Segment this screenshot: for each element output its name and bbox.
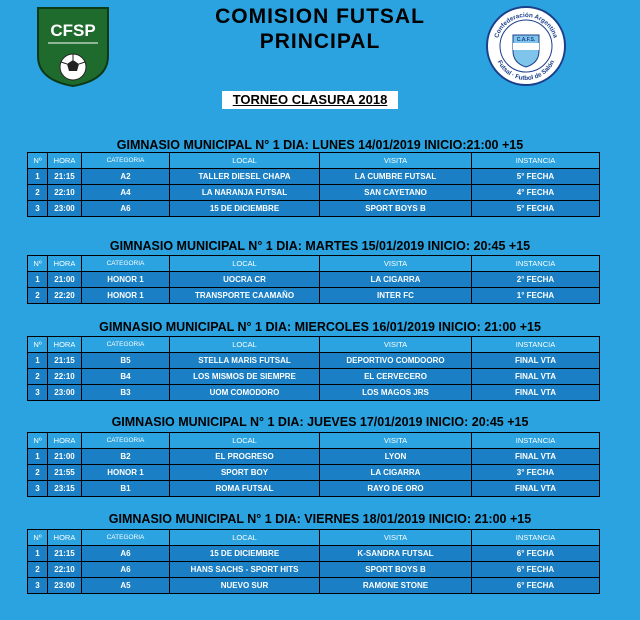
category-cell: B4: [82, 369, 170, 385]
category-cell: B1: [82, 481, 170, 497]
row-number-cell: 1: [28, 546, 48, 562]
visiting-team-cell: LA CIGARRA: [320, 272, 472, 288]
column-header-hour: HORA: [48, 530, 82, 546]
local-team-cell: STELLA MARIS FUTSAL: [170, 353, 320, 369]
column-header-local-team: LOCAL: [170, 530, 320, 546]
visiting-team-cell: SAN CAYETANO: [320, 185, 472, 201]
cafs-logo-center: C.A.F.S.: [516, 37, 536, 43]
category-cell: A6: [82, 201, 170, 217]
section-title: GIMNASIO MUNICIPAL N° 1 DIA: LUNES 14/01/2019 INICIO:21:00 +15: [116, 138, 524, 152]
column-header-row-number: Nº: [28, 256, 48, 272]
hour-cell: 23:00: [48, 385, 82, 401]
hour-cell: 22:10: [48, 369, 82, 385]
visiting-team-cell: LA CUMBRE FUTSAL: [320, 169, 472, 185]
row-number-cell: 2: [28, 185, 48, 201]
visiting-team-cell: K-SANDRA FUTSAL: [320, 546, 472, 562]
local-team-cell: ROMA FUTSAL: [170, 481, 320, 497]
column-header-category: CATEGORIA: [82, 433, 170, 449]
page-title: [150, 4, 490, 54]
instance-cell: 6° FECHA: [472, 578, 600, 594]
row-number-cell: 1: [28, 169, 48, 185]
table-row: [28, 201, 600, 217]
section-title: GIMNASIO MUNICIPAL N° 1 DIA: MARTES 15/01/2019 INICIO: 20:45 +15: [109, 239, 531, 253]
hour-cell: 23:00: [48, 578, 82, 594]
local-team-cell: LOS MISMOS DE SIEMPRE: [170, 369, 320, 385]
title-line-2: PRINCIPAL: [259, 30, 381, 53]
table-row: [28, 169, 600, 185]
schedule-table: [27, 432, 600, 497]
visiting-team-cell: SPORT BOYS B: [320, 201, 472, 217]
column-header-visiting-team: VISITA: [320, 153, 472, 169]
instance-cell: 6° FECHA: [472, 562, 600, 578]
column-header-category: CATEGORIA: [82, 337, 170, 353]
column-header-visiting-team: VISITA: [320, 337, 472, 353]
visiting-team-cell: LYON: [320, 449, 472, 465]
column-header-instance: INSTANCIA: [472, 433, 600, 449]
row-number-cell: 3: [28, 481, 48, 497]
row-number-cell: 2: [28, 369, 48, 385]
category-cell: B2: [82, 449, 170, 465]
hour-cell: 22:20: [48, 288, 82, 304]
cfsp-logo-text: CFSP: [50, 21, 96, 40]
instance-cell: 5° FECHA: [472, 201, 600, 217]
tournament-subtitle-text: TORNEO CLASURA 2018: [232, 92, 388, 107]
table-row: [28, 546, 600, 562]
hour-cell: 21:15: [48, 169, 82, 185]
visiting-team-cell: LA CIGARRA: [320, 465, 472, 481]
title-line-1: COMISION FUTSAL: [215, 5, 425, 28]
hour-cell: 23:00: [48, 201, 82, 217]
schedule-table: [27, 529, 600, 594]
hour-cell: 23:15: [48, 481, 82, 497]
category-cell: HONOR 1: [82, 288, 170, 304]
hour-cell: 22:10: [48, 185, 82, 201]
hour-cell: 21:15: [48, 353, 82, 369]
instance-cell: 5° FECHA: [472, 169, 600, 185]
local-team-cell: 15 DE DICIEMBRE: [170, 201, 320, 217]
local-team-cell: NUEVO SUR: [170, 578, 320, 594]
category-cell: B3: [82, 385, 170, 401]
instance-cell: FINAL VTA: [472, 369, 600, 385]
category-cell: B5: [82, 353, 170, 369]
local-team-cell: TRANSPORTE CAAMAÑO: [170, 288, 320, 304]
table-header-row: [28, 433, 600, 449]
schedule-table: [27, 336, 600, 401]
column-header-hour: HORA: [48, 433, 82, 449]
instance-cell: 4° FECHA: [472, 185, 600, 201]
table-row: [28, 481, 600, 497]
column-header-visiting-team: VISITA: [320, 530, 472, 546]
section-title: GIMNASIO MUNICIPAL N° 1 DIA: MIERCOLES 16/01/2019 INICIO: 21:00 +15: [99, 320, 541, 334]
column-header-hour: HORA: [48, 337, 82, 353]
local-team-cell: TALLER DIESEL CHAPA: [170, 169, 320, 185]
category-cell: HONOR 1: [82, 272, 170, 288]
cfsp-logo-icon: [34, 6, 112, 88]
row-number-cell: 2: [28, 465, 48, 481]
instance-cell: FINAL VTA: [472, 449, 600, 465]
table-header-row: [28, 530, 600, 546]
local-team-cell: HANS SACHS - SPORT HITS: [170, 562, 320, 578]
schedule-table: [27, 255, 600, 304]
column-header-hour: HORA: [48, 153, 82, 169]
category-cell: A6: [82, 562, 170, 578]
category-cell: A2: [82, 169, 170, 185]
table-header-row: [28, 256, 600, 272]
column-header-local-team: LOCAL: [170, 256, 320, 272]
column-header-instance: INSTANCIA: [472, 530, 600, 546]
category-cell: A4: [82, 185, 170, 201]
local-team-cell: LA NARANJA FUTSAL: [170, 185, 320, 201]
local-team-cell: UOM COMODORO: [170, 385, 320, 401]
section-title: GIMNASIO MUNICIPAL N° 1 DIA: JUEVES 17/01/2019 INICIO: 20:45 +15: [111, 415, 529, 429]
cafs-logo-bottom-text: Futsal · Futbol de Salón: [495, 59, 557, 83]
table-row: [28, 369, 600, 385]
column-header-category: CATEGORIA: [82, 153, 170, 169]
table-row: [28, 449, 600, 465]
local-team-cell: EL PROGRESO: [170, 449, 320, 465]
column-header-row-number: Nº: [28, 433, 48, 449]
table-row: [28, 353, 600, 369]
visiting-team-cell: SPORT BOYS B: [320, 562, 472, 578]
instance-cell: 2° FECHA: [472, 272, 600, 288]
cafs-logo-top-text: Confederación Argentina: [493, 11, 559, 39]
instance-cell: 6° FECHA: [472, 546, 600, 562]
column-header-row-number: Nº: [28, 337, 48, 353]
table-row: [28, 385, 600, 401]
hour-cell: 21:55: [48, 465, 82, 481]
table-row: [28, 578, 600, 594]
visiting-team-cell: INTER FC: [320, 288, 472, 304]
instance-cell: FINAL VTA: [472, 353, 600, 369]
row-number-cell: 2: [28, 562, 48, 578]
row-number-cell: 1: [28, 353, 48, 369]
cafs-logo-icon: [485, 5, 567, 87]
column-header-local-team: LOCAL: [170, 337, 320, 353]
table-row: [28, 288, 600, 304]
column-header-category: CATEGORIA: [82, 256, 170, 272]
column-header-hour: HORA: [48, 256, 82, 272]
hour-cell: 21:00: [48, 449, 82, 465]
visiting-team-cell: RAMONE STONE: [320, 578, 472, 594]
tournament-subtitle: [222, 91, 398, 109]
category-cell: HONOR 1: [82, 465, 170, 481]
table-row: [28, 272, 600, 288]
column-header-instance: INSTANCIA: [472, 153, 600, 169]
hour-cell: 22:10: [48, 562, 82, 578]
column-header-category: CATEGORIA: [82, 530, 170, 546]
column-header-row-number: Nº: [28, 530, 48, 546]
table-header-row: [28, 153, 600, 169]
column-header-instance: INSTANCIA: [472, 337, 600, 353]
instance-cell: 3° FECHA: [472, 465, 600, 481]
category-cell: A5: [82, 578, 170, 594]
local-team-cell: UOCRA CR: [170, 272, 320, 288]
visiting-team-cell: RAYO DE ORO: [320, 481, 472, 497]
local-team-cell: SPORT BOY: [170, 465, 320, 481]
row-number-cell: 3: [28, 578, 48, 594]
row-number-cell: 2: [28, 288, 48, 304]
row-number-cell: 3: [28, 201, 48, 217]
hour-cell: 21:00: [48, 272, 82, 288]
instance-cell: FINAL VTA: [472, 385, 600, 401]
table-header-row: [28, 337, 600, 353]
column-header-local-team: LOCAL: [170, 153, 320, 169]
column-header-visiting-team: VISITA: [320, 433, 472, 449]
column-header-instance: INSTANCIA: [472, 256, 600, 272]
column-header-row-number: Nº: [28, 153, 48, 169]
instance-cell: FINAL VTA: [472, 481, 600, 497]
instance-cell: 1° FECHA: [472, 288, 600, 304]
visiting-team-cell: LOS MAGOS JRS: [320, 385, 472, 401]
local-team-cell: 15 DE DICIEMBRE: [170, 546, 320, 562]
category-cell: A6: [82, 546, 170, 562]
row-number-cell: 1: [28, 449, 48, 465]
table-row: [28, 562, 600, 578]
row-number-cell: 3: [28, 385, 48, 401]
visiting-team-cell: DEPORTIVO COMDOORO: [320, 353, 472, 369]
header: [0, 0, 640, 92]
section-title: GIMNASIO MUNICIPAL N° 1 DIA: VIERNES 18/01/2019 INICIO: 21:00 +15: [108, 512, 532, 526]
schedule-table: [27, 152, 600, 217]
table-row: [28, 465, 600, 481]
row-number-cell: 1: [28, 272, 48, 288]
column-header-visiting-team: VISITA: [320, 256, 472, 272]
column-header-local-team: LOCAL: [170, 433, 320, 449]
visiting-team-cell: EL CERVECERO: [320, 369, 472, 385]
table-row: [28, 185, 600, 201]
hour-cell: 21:15: [48, 546, 82, 562]
